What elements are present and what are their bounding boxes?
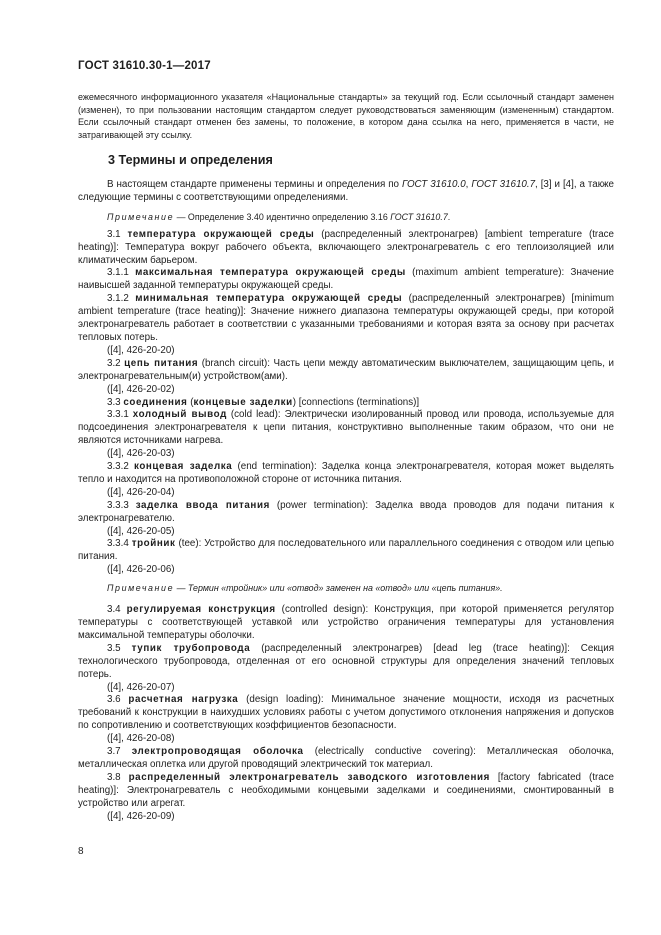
term-definition: 3.4 регулируемая конструкция (controlled design): Конструкция, при которой применяется регулятор температуры с соответствующей уставкой или устройство ограничения температуры для установления максимальной температуры оболочки. (78, 604, 615, 641)
terms-list-a (78, 229, 614, 577)
intro-paragraph: ежемесячного информационного указателя «Национальные стандарты» за текущий год. Если ссылочный стандарт заменен (изменен), то при пользовании настоящим стандартом следует руководствоваться заменяющим (измененным) стандартом. Если ссылочный стандарт отменен без замены, то положение, в котором дана ссылка на него, применяется в части, не затрагивающей эту ссылку. (78, 92, 614, 140)
term-definition: 3.5 тупик трубопровода (распределенный электронагрев) [dead leg (trace heating)]: Секция технологического трубопровода, отделенная от его основной структуры для определения значений тепловых потерь. (78, 642, 615, 680)
term-reference: ([4], 426-20-02) (107, 383, 175, 395)
section-title: 3 Термины и определения (108, 153, 273, 167)
term-definition: 3.3.1 холодный вывод (cold lead): Электрически изолированный провод или провода, используемые для подсоединения электронагревателя к цепи питания, конструктивно выполненные таким образом, что они не являются источниками нагрева. (78, 409, 614, 447)
document-code: ГОСТ 31610.30-1—2017 (78, 60, 211, 72)
term-definition: 3.1.1 максимальная температура окружающей среды (maximum ambient temperature): Значение наивысшей заданной температуры окружающей среды. (78, 267, 615, 292)
terms-list-b (78, 604, 614, 823)
term-definition: 3.6 расчетная нагрузка (design loading): Минимальное значение мощности, исходя из расчетных требований к конструкции в наихудших условиях работы с учетом допустимого отклонения напряжения и допусков по сопротивлению и соответствующих коэффициентов безопасности. (78, 694, 614, 732)
term-reference: ([4], 426-20-04) (107, 486, 175, 498)
section-body (78, 179, 614, 824)
term-definition: 3.2 цепь питания (branch circuit): Часть цепи между автоматическим выключателем, защищающим цепь, и электронагревательным(и) устройством(ами). (78, 357, 614, 382)
page-number: 8 (78, 846, 84, 857)
note-1: Примечание — Определение 3.40 идентично определению 3.16 ГОСТ 31610.7. (107, 211, 451, 222)
term-definition: 3.1.2 минимальная температура окружающей среды (распределенный электронагрев) [minimum ambient temperature (trace heating)]: Значение нижнего диапазона температуры окружающей среды, при которой электронагреватель работает в соответствии с указанными требованиями и которая взята за основу при расчетах тепловых потерь. (78, 293, 615, 343)
term-reference: ([4], 426-20-06) (107, 564, 175, 576)
term-reference: ([4], 426-20-08) (107, 733, 175, 745)
term-reference: ([4], 426-20-03) (107, 448, 175, 460)
term-reference: ([4], 426-20-07) (107, 681, 175, 693)
term-reference: ([4], 426-20-05) (107, 525, 175, 537)
term-definition: 3.3.4 тройник (tee): Устройство для последовательного или параллельного соединения с отводом или цепью питания. (78, 538, 614, 563)
term-definition: 3.3 соединения (концевые заделки) [connections (terminations)] (107, 396, 420, 408)
term-reference: ([4], 426-20-20) (107, 344, 175, 356)
term-reference: ([4], 426-20-09) (107, 810, 175, 822)
term-definition: 3.1 температура окружающей среды (распределенный электронагрев) [ambient temperature (trace heating)]: Температура вокруг рабочего объекта, включающего электронагреватель с его теплоизоляцией или климатическим барьером. (78, 228, 614, 266)
note-2: Примечание — Термин «тройник» или «отвод» заменен на «отвод» или «цепь питания». (107, 583, 503, 594)
lead-paragraph: В настоящем стандарте применены термины и определения по ГОСТ 31610.0, ГОСТ 31610.7, [3] и [4], а также следующие термины с соответствующими определениями. (78, 179, 615, 203)
term-definition: 3.7 электропроводящая оболочка (electrically conductive covering): Металлическая оболочка, металлическая оплетка или другой проводящий электрический ток материал. (78, 746, 614, 770)
term-definition: 3.3.3 заделка ввода питания (power termination): Заделка ввода проводов для подачи питания к электронагревателю. (78, 499, 614, 524)
term-definition: 3.3.2 концевая заделка (end termination): Заделка конца электронагревателя, которая может выделять тепло и находится на противоположной стороне от источника питания. (78, 461, 614, 485)
term-definition: 3.8 распределенный электронагреватель заводского изготовления [factory fabricated (trace heating)]: Электронагреватель с необходимыми концевыми заделками и соединениями, смонтированный в устройство или агрегат. (78, 771, 615, 809)
